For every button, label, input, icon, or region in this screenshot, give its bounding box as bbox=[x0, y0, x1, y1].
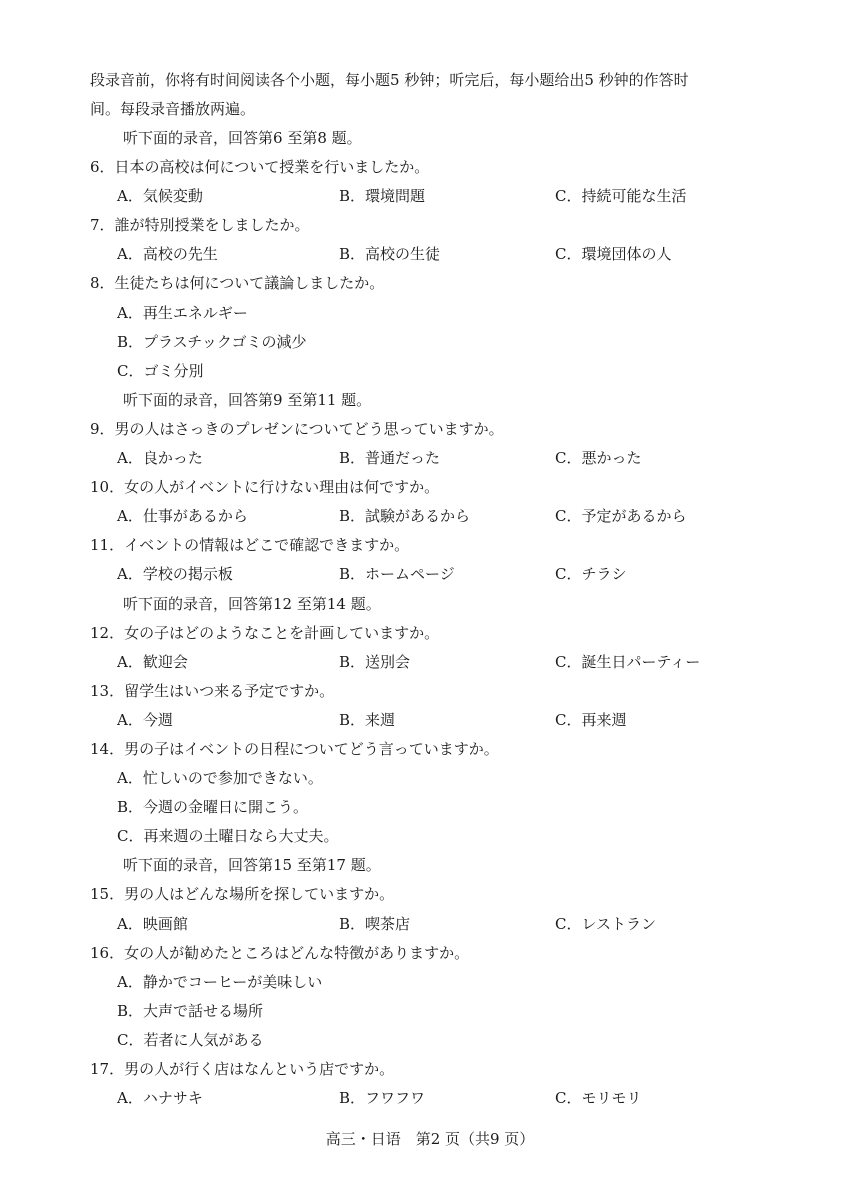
option-b: B．喫茶店 bbox=[339, 914, 411, 933]
question-16: 16．女の人が勧めたところはどんな特徴がありますか。 bbox=[90, 943, 470, 962]
question-8: 8．生徒たちは何について議論しましたか。 bbox=[90, 274, 385, 293]
question-12: 12．女の子はどのようなことを計画していますか。 bbox=[90, 623, 440, 642]
option-c: C．誕生日パーティー bbox=[555, 652, 701, 671]
option-b: B．来週 bbox=[339, 710, 396, 729]
question-9: 9．男の人はさっきのプレゼンについてどう思っていますか。 bbox=[90, 419, 504, 438]
option-a: A．仕事があるから bbox=[117, 507, 248, 526]
option-b: B．プラスチックゴミの減少 bbox=[117, 332, 307, 351]
option-c: C．再来週 bbox=[555, 710, 627, 729]
option-a: A．良かった bbox=[117, 449, 203, 468]
option-b: B．フワフワ bbox=[339, 1089, 426, 1108]
question-list bbox=[90, 124, 790, 1113]
option-c: C．モリモリ bbox=[555, 1089, 642, 1108]
option-a: A．学校の掲示板 bbox=[117, 565, 233, 584]
option-a: A．歓迎会 bbox=[117, 652, 188, 671]
options-row bbox=[90, 560, 790, 589]
options-row bbox=[90, 706, 790, 735]
question-7: 7．誰が特別授業をしましたか。 bbox=[90, 216, 310, 235]
option-a: A．静かでコーヒーが美味しい bbox=[117, 972, 323, 991]
options-row bbox=[90, 182, 790, 211]
intro-line-2: 间。每段录音播放两遍。 bbox=[90, 100, 256, 118]
question-11: 11．イベントの情報はどこで確認できますか。 bbox=[90, 536, 410, 555]
question-14: 14．男の子はイベントの日程についてどう言っていますか。 bbox=[90, 739, 499, 758]
options-row bbox=[90, 444, 790, 473]
question-17: 17．男の人が行く店はなんという店ですか。 bbox=[90, 1060, 395, 1078]
question-13: 13．留学生はいつ来る予定ですか。 bbox=[90, 681, 335, 700]
option-b: B．大声で話せる場所 bbox=[117, 1001, 264, 1020]
option-a: A．映画館 bbox=[117, 914, 188, 933]
option-c: C．再来週の土曜日なら大丈夫。 bbox=[117, 827, 339, 846]
option-b: B．普通だった bbox=[339, 449, 441, 468]
page-footer: 高三・日语 第2 页（共9 页） bbox=[325, 1130, 535, 1148]
option-b: B．環境問題 bbox=[339, 187, 426, 206]
intro-line-1: 段录音前，你将有时间阅读各个小题，每小题5 秒钟；听完后，每小题给出5 秒钟的作答时 bbox=[90, 71, 689, 89]
question-15: 15．男の人はどんな場所を探していますか。 bbox=[90, 885, 395, 904]
option-c: C．予定があるから bbox=[555, 507, 687, 526]
option-a: A．忙しいので参加できない。 bbox=[117, 769, 323, 788]
section-instruction: 听下面的录音，回答第6 至第8 题。 bbox=[123, 129, 362, 147]
option-b: B．ホームページ bbox=[339, 565, 455, 584]
option-a: A．再生エネルギー bbox=[117, 303, 248, 322]
option-c: C．ゴミ分別 bbox=[117, 361, 204, 380]
option-c: C．持続可能な生活 bbox=[555, 187, 687, 206]
option-b: B．送別会 bbox=[339, 652, 411, 671]
option-b: B．今週の金曜日に開こう。 bbox=[117, 798, 309, 817]
section-instruction: 听下面的录音，回答第9 至第11 题。 bbox=[123, 390, 372, 409]
question-6: 6．日本の高校は何について授業を行いましたか。 bbox=[90, 158, 430, 177]
option-c: C．レストラン bbox=[555, 914, 657, 933]
section-instruction: 听下面的录音，回答第12 至第14 题。 bbox=[123, 594, 381, 613]
options-row bbox=[90, 648, 790, 677]
option-c: C．悪かった bbox=[555, 449, 642, 468]
intro-paragraph bbox=[90, 66, 790, 124]
option-a: A．高校の先生 bbox=[117, 245, 218, 264]
option-b: B．高校の生徒 bbox=[339, 245, 441, 264]
section-instruction: 听下面的录音，回答第15 至第17 题。 bbox=[123, 856, 381, 875]
option-c: C．環境団体の人 bbox=[555, 245, 672, 264]
options-row bbox=[90, 910, 790, 939]
option-a: A．今週 bbox=[117, 710, 173, 729]
option-a: A．ハナサキ bbox=[117, 1089, 203, 1108]
option-c: C．若者に人気がある bbox=[117, 1030, 264, 1049]
question-10: 10．女の人がイベントに行けない理由は何ですか。 bbox=[90, 478, 440, 497]
options-row bbox=[90, 240, 790, 269]
option-b: B．試験があるから bbox=[339, 507, 471, 526]
option-a: A．気候変動 bbox=[117, 187, 203, 206]
option-c: C．チラシ bbox=[555, 565, 627, 584]
options-row bbox=[90, 502, 790, 531]
options-row bbox=[90, 1084, 790, 1113]
